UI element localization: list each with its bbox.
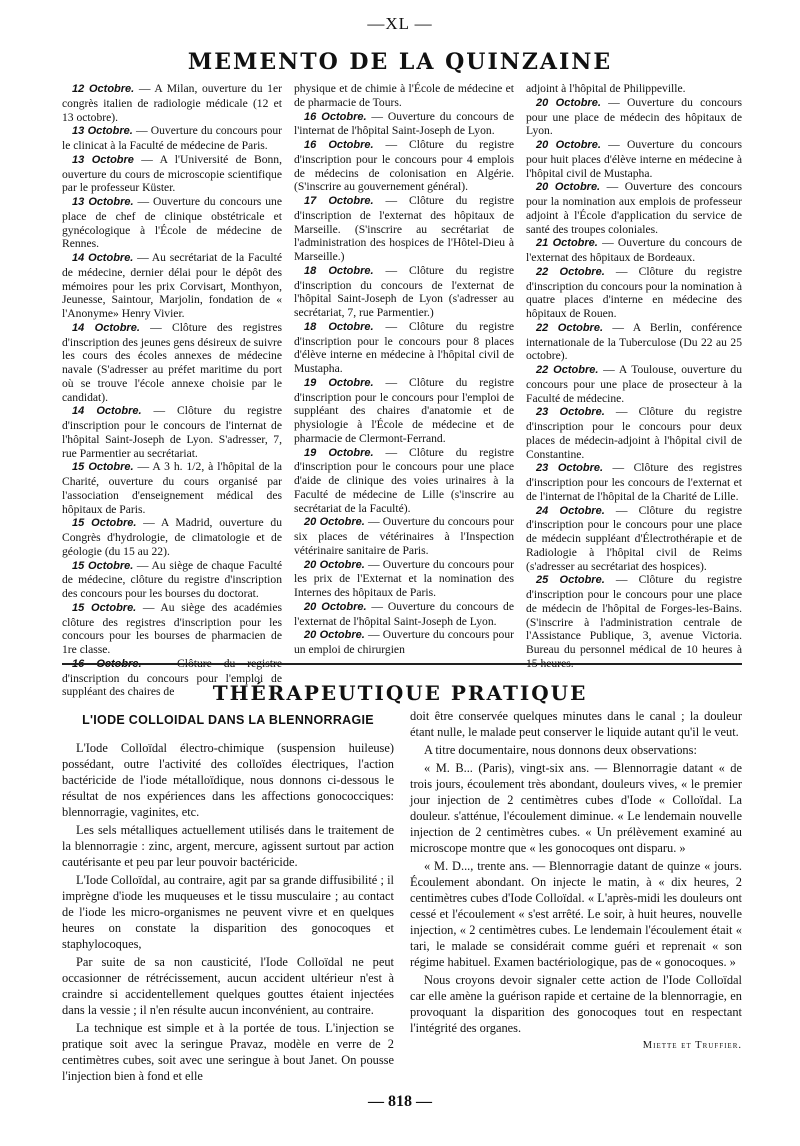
memento-entry: [62, 124, 282, 153]
entry-date: 13 Octobre: [72, 153, 134, 166]
article-paragraph-continued: doit être conservée quelques minutes dans le canal ; la douleur étant nulle, le malade peut conserver le liquide autant qu'il le veut.: [410, 709, 742, 739]
entry-date: 20 Octobre.: [536, 139, 601, 151]
article-paragraph: La technique est simple et à la portée de tous. L'injection se pratique soit avec la seringue Pravaz, modèle en verre de 2 centimètres cubes, soit avec une seringue à bout Janet. On pousse l'injection bien à fond et elle: [62, 1021, 394, 1083]
memento-entry: [62, 559, 282, 601]
memento-entry: [294, 110, 514, 139]
entry-date: 15 Octobre.: [72, 517, 137, 530]
memento-entry: [62, 601, 282, 657]
entry-date: 23 Octobre.: [536, 462, 604, 475]
entry-date: 12 Octobre.: [72, 83, 135, 95]
entry-text: — Clôture des registres d'inscription pour les concours de l'externat et de l'internat de l'hôpital de la Charité de Lille.: [526, 461, 742, 503]
memento-entry: [294, 320, 514, 376]
memento-column-3: [526, 82, 742, 670]
article-right-column: [410, 708, 742, 1088]
entry-date: 22 Octobre.: [536, 364, 599, 376]
entry-date: 15 Octobre.: [72, 559, 134, 572]
entry-text: — Clôture du registre d'inscription du concours pour la nomination à quatre places d'interne en médecine des hôpitaux de Rouen.: [526, 264, 742, 320]
memento-entry: [62, 195, 282, 251]
entry-date: 16 Octobre.: [304, 110, 367, 123]
article-signature: Miette et Truffier.: [642, 1040, 742, 1051]
article-paragraph: L'Iode Colloïdal, au contraire, agit par sa grande diffusibilité ; il imprègne d'iode les muqueuses et le tissu musculaire ; au contact de l'iode les micro-organismes ne peuvent vivre et en quelques heures on constate la disparition des gonocoques et staphylocoques,: [62, 873, 394, 951]
page-number: — 818 —: [368, 1093, 432, 1110]
entry-text: — A Berlin, conférence internationale de la Tuberculose (Du 22 au 25 octobre).: [526, 320, 742, 363]
entry-text: — Clôture du registre d'inscription de l'externat des hôpitaux de Marseille. (S'inscrire au secrétariat de l'administration des hospices de l'Hôtel-Dieu à Marseille.): [294, 194, 514, 263]
memento-entry: [526, 96, 742, 138]
entry-date: 13 Octobre.: [72, 125, 133, 138]
entry-text: — A Madrid, ouverture du Congrès d'hydrologie, de climatologie et de géologie (du 15 au 22).: [62, 516, 282, 558]
memento-entry: [62, 404, 282, 460]
memento-entry: [526, 236, 742, 265]
memento-entry: [62, 153, 282, 195]
entry-date: 13 Octobre.: [72, 196, 134, 208]
article-paragraph: Les sels métalliques actuellement utilisés dans le traitement de la blennorragie : zinc, argent, mercure, agissent surtout par action cautérisante et peu par leur pouvoir bactéricide.: [62, 823, 394, 869]
memento-entry: [294, 446, 514, 516]
memento-entry: [62, 82, 282, 124]
article-paragraph: Par suite de sa non causticité, l'Iode Colloïdal ne peut occasionner de rétrécissement, aucun accident ultérieur n'est à craindre si accidentellement quelques gouttes étaient injectées dans la vessie ; il n'en résulte aucun inconvénient, au contraire.: [62, 955, 394, 1017]
memento-entry: [294, 194, 514, 264]
entry-text: — Ouverture du concours pour un emploi de chirurgien: [294, 628, 514, 656]
entry-date: 15 Octobre.: [72, 601, 137, 614]
memento-entry: [526, 321, 742, 363]
entry-date: 20 Octobre.: [304, 600, 367, 613]
entry-text: — Ouverture du concours pour huit places d'élève interne en médecine à l'hôpital civil de Mustapha.: [526, 138, 742, 180]
entry-text: — Ouverture du concours de l'internat de l'hôpital Saint-Joseph de Lyon.: [294, 109, 514, 138]
memento-entry: [526, 405, 742, 461]
entry-text: — Clôture du registre d'inscription pour le concours pour une place de médecin suppléant d'Électrothérapie et de Radiologie à l'hôpital civil de Reims (s'adresser au secrétariat des hospices).: [526, 503, 742, 573]
article-paragraph: L'Iode Colloïdal électro-chimique (suspension huileuse) possédant, outre l'activité des colloïdes électriques, l'action bactéricide de l'iode métalloïdique, nous donnons ci-dessous le résultat de nos expériences dans les affections gonococciques: blennorragie, vaginites, etc.: [62, 741, 394, 819]
memento-entry: [526, 363, 742, 405]
memento-entry: [294, 376, 514, 446]
memento-entry: [294, 82, 514, 110]
memento-entry: [294, 515, 514, 557]
entry-text: — Au secrétariat de la Faculté de médecine, dernier délai pour le dépôt des mémoires pour les prix Corvisart, Monthyon, Jeunesse, Saintour, Marjolin, fondation de « l'Anonyme» Henry Vivier.: [62, 251, 282, 320]
entry-date: 14 Octobre.: [72, 321, 140, 334]
entry-date: 22 Octobre.: [536, 265, 605, 278]
memento-entry: [294, 138, 514, 194]
memento-entry: [526, 265, 742, 321]
entry-text: — Ouverture du concours de l'externat des hôpitaux de Bordeaux.: [526, 236, 742, 264]
entry-date: 16 Octobre.: [72, 657, 142, 670]
entry-text: — Ouverture du concours pour six places de vétérinaires à l'Inspection vétérinaire sanitaire de Paris.: [294, 515, 514, 557]
section-divider: [62, 663, 742, 665]
memento-column-1: [62, 82, 283, 699]
entry-date: 20 Octobre.: [304, 516, 365, 529]
entry-text: — Clôture du registre d'inscription pour le concours pour une place de médecin de l'hôpital de Forges-les-Bains. (S'inscrire à l'administration centrale de l'Assistance Publique, 3, avenue Victoria. Bureau du personnel médical de 10 heures à 15 heures.: [526, 573, 742, 670]
entry-date: 19 Octobre.: [304, 446, 374, 459]
article-subtitle: L'IODE COLLOIDAL DANS LA BLENNORRAGIE: [82, 713, 374, 727]
memento-entry: [526, 504, 742, 574]
entry-date: 15 Octobre.: [72, 461, 134, 474]
memento-title: MEMENTO DE LA QUINZAINE: [187, 49, 613, 75]
entry-text: — Ouverture des concours pour la nomination aux emplois de professeur adjoint à l'École d'application du service de santé des troupes coloniales.: [526, 180, 742, 236]
entry-text: — Clôture du registre d'inscription pour le concours pour deux places de médecin-adjoint à l'hôpital civil de Constantine.: [526, 405, 742, 461]
observation-paragraph: « M. B... (Paris), vingt-six ans. — Blennorragie datant « de trois jours, écoulement très abondant, douleurs vives, « le premier jour injection de 2 centimètres cubes d'Iode « Colloïdal. La douleur. s'atténue, l'écoulement diminue. « Le lendemain nouvelle injection de 2 centimètres cubes. « Un prélèvement examiné au microscope montre que « les gonocoques ont disparu. »: [410, 761, 742, 855]
entry-date: 25 Octobre.: [536, 574, 605, 587]
roman-page-number: —XL —: [367, 14, 433, 33]
entry-text: — Ouverture du concours pour les prix de l'Externat et la nomination des Internes des hôpitaux de Paris.: [294, 557, 514, 599]
entry-text: — Ouverture du concours de l'externat de l'hôpital Saint-Joseph de Lyon.: [294, 599, 514, 628]
entry-date: 20 Octobre.: [536, 181, 601, 194]
memento-entry: [526, 180, 742, 236]
entry-text: adjoint à l'hôpital de Philippeville.: [526, 82, 686, 95]
entry-date: 24 Octobre.: [536, 504, 605, 517]
entry-date: 16 Octobre.: [304, 139, 374, 151]
article-paragraph: Nous croyons devoir signaler cette action de l'Iode Colloïdal car elle amène la guérison rapide et certaine de la blennorragie, en provoquant la disparition des gonocoques tout en respectant l'intégrité des organes.: [410, 973, 742, 1035]
memento-entry: [526, 82, 742, 96]
entry-text: — Clôture du registre d'inscription pour le concours pour une place d'aide de clinique des voies urinaires à la Faculté de médecine de Lille (s'inscrire au secrétariat de la Faculté).: [294, 445, 514, 515]
entry-text: physique et de chimie à l'École de médecine et de pharmacie de Tours.: [294, 82, 514, 109]
entry-text: — Au siège des académies clôture des registres d'inscription pour les concours pour les bourses de pharmacien de 1re classe.: [62, 600, 282, 656]
entry-text: — Clôture du registre d'inscription pour le concours de l'internat de l'hôpital Saint-Joseph de Lyon. S'adresser, 7, rue Parmentier au secrétariat.: [62, 404, 282, 460]
entry-date: 20 Octobre.: [304, 629, 365, 642]
entry-date: 17 Octobre.: [304, 195, 374, 207]
entry-date: 23 Octobre.: [536, 406, 605, 419]
entry-text: — Au siège de chaque Faculté de médecine, clôture du registre d'inscription des concours pour les bourses du doctorat.: [62, 558, 282, 600]
entry-text: — Ouverture du concours une place de chef de clinique obstétricale et gynécologique à l'École de médecine de Rennes.: [62, 195, 282, 251]
entry-text: — Ouverture du concours pour le clinicat à la Faculté de médecine de Paris.: [62, 124, 282, 152]
observation-paragraph: « M. D..., trente ans. — Blennorragie datant de quinze « jours. Écoulement abondant. On injecte le matin, à « dix heures, 2 centimètres cubes d'Iode Colloïdal. « L'après-midi les douleurs ont cessé et l'écoulement « s'est arrêté. Le soir, à huit heures, nouvelle injection, « 2 centimètres cubes. Le lendemain l'écoulement était « tari, le malade se considérait comme guéri et reprenait « son régime habituel. Examen bactériologique, pas de « gonocoques. »: [410, 859, 742, 969]
entry-text: — Ouverture du concours pour une place de médecin des hôpitaux de Lyon.: [526, 95, 742, 138]
entry-text: — A Toulouse, ouverture du concours pour une place de prosecteur à la Faculté de médecine.: [526, 363, 742, 405]
memento-entry: [526, 461, 742, 503]
memento-entry: [526, 573, 742, 670]
entry-text: — Clôture du registre d'inscription du concours de l'externat de l'hôpital Saint-Joseph de Lyon (s'adresser au secrétariat, 7, rue Parmentier.): [294, 263, 514, 319]
memento-entry: [294, 264, 514, 320]
entry-text: — A 3 h. 1/2, à l'hôpital de la Charité, ouverture du cours organisé par l'association d'enseignement médical des hôpitaux de Paris.: [62, 460, 282, 516]
entry-text: — Clôture du registre d'inscription pour le concours pour l'emploi de suppléant des chaires d'anatomie et de physiologie à l'École de médecine et de pharmacie de Clermont-Ferrand.: [294, 375, 514, 445]
entry-text: — A l'Université de Bonn, ouverture du cours de microscopie scientifique par le professeur Küster.: [62, 152, 283, 195]
entry-date: 14 Octobre.: [72, 405, 142, 418]
memento-entry: [62, 321, 282, 405]
entry-date: 20 Octobre.: [304, 558, 365, 571]
memento-entry: [294, 628, 514, 657]
entry-date: 21 Octobre.: [536, 237, 598, 250]
entry-text: — Clôture du registre d'inscription du concours pour l'emploi de suppléant des chaires de: [62, 656, 282, 699]
memento-entry: [62, 516, 282, 558]
entry-text: — Clôture des registres d'inscription des jeunes gens désireux de suivre les cours des écoles annexes de médecine navale (S'adresser au préfet maritime du port où se trouve l'école annexe choisie par le candidat).: [62, 320, 282, 404]
entry-date: 22 Octobre.: [536, 321, 604, 334]
article-paragraph: A titre documentaire, nous donnons deux observations:: [424, 743, 697, 757]
entry-date: 18 Octobre.: [304, 264, 374, 277]
memento-entry: [62, 460, 282, 516]
entry-text: — Clôture du registre d'inscription pour le concours pour 8 places d'élève interne en médecine à l'hôpital civil de Mustapha.: [294, 319, 514, 375]
memento-entry: [62, 251, 282, 321]
memento-entry: [526, 138, 742, 180]
entry-text: — Clôture du registre d'inscription pour le concours pour 4 emplois de médecins de colonisation en Algérie. (S'inscrire au gouvernement général).: [294, 138, 514, 194]
entry-text: — A Milan, ouverture du 1er congrès italien de radiologie médicale (12 et 13 octobre).: [62, 82, 282, 124]
entry-date: 19 Octobre.: [304, 376, 374, 389]
entry-date: 18 Octobre.: [304, 320, 374, 333]
memento-entry: [294, 558, 514, 600]
memento-entry: [294, 600, 514, 629]
entry-date: 14 Octobre.: [72, 252, 134, 264]
article-left-column: [62, 708, 394, 1088]
entry-date: 20 Octobre.: [536, 96, 601, 109]
therapeutique-title: THÉRAPEUTIQUE PRATIQUE: [212, 681, 588, 705]
memento-column-2: [294, 82, 514, 658]
